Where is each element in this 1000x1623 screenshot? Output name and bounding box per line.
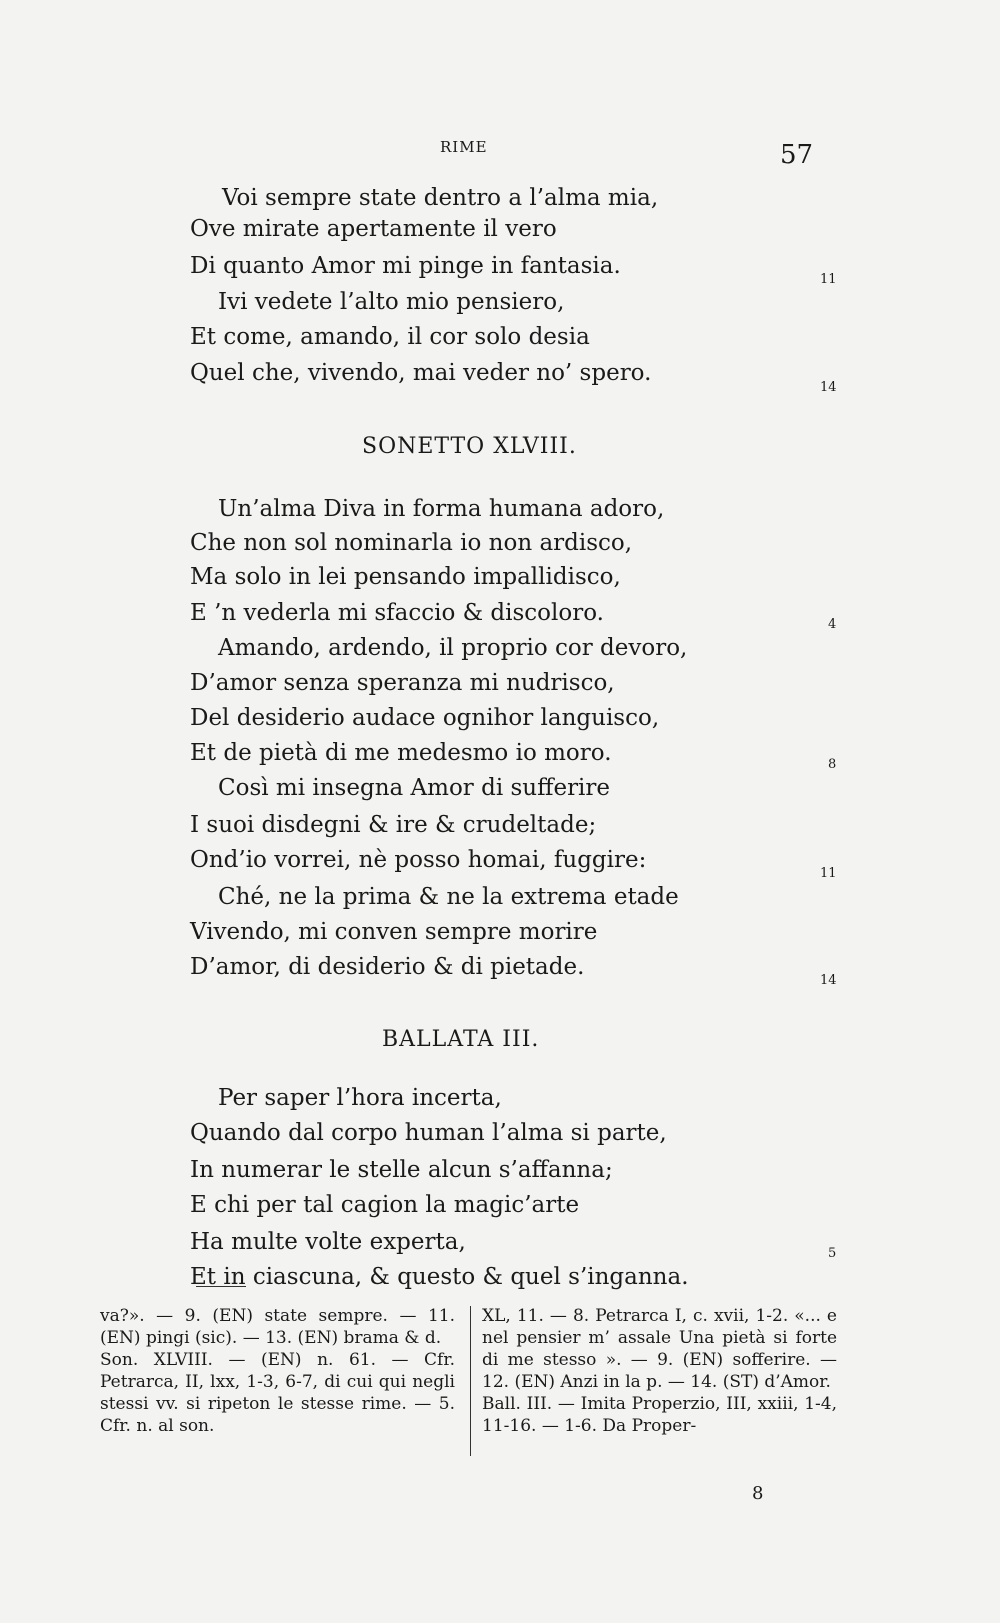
verse-line: Per saper l’hora incerta, (218, 1085, 502, 1111)
verse-line: I suoi disdegni & ire & crudeltade; (190, 812, 597, 838)
verse-line: Quando dal corpo human l’alma si parte, (190, 1120, 667, 1146)
verse-line: Ché, ne la prima & ne la extrema etade (218, 884, 679, 910)
verse-line: Che non sol nominarla io non ardisco, (190, 530, 633, 556)
line-number: 11 (820, 866, 837, 881)
verse-line: E ’n vederla mi sfaccio & discoloro. (190, 600, 604, 626)
line-number: 14 (820, 380, 837, 395)
verse-line: Quel che, vivendo, mai veder no’ spero. (190, 360, 652, 386)
verse-line: Così mi insegna Amor di sufferire (218, 775, 611, 801)
verse-line: In numerar le stelle alcun s’affanna; (190, 1157, 613, 1183)
verse-line: Del desiderio audace ognihor languisco, (190, 705, 660, 731)
line-number: 8 (828, 757, 837, 772)
verse-line: Ha multe volte experta, (190, 1229, 466, 1255)
verse-line: Ond’io vorrei, nè posso homai, fuggire: (190, 847, 647, 873)
verse-line: D’amor, di desiderio & di pietade. (190, 954, 585, 980)
column-divider (470, 1306, 471, 1456)
verse-line: Ma solo in lei pensando impallidisco, (190, 564, 621, 590)
verse-line: Et de pietà di me medesmo io moro. (190, 740, 612, 766)
line-number: 4 (828, 617, 837, 632)
signature-mark: 8 (752, 1483, 764, 1504)
footnote-rule (196, 1286, 246, 1287)
footnote: va?». — 9. (EN) state sempre. — 11. (EN) pingi (sic). — 13. (EN) brama & d. (100, 1306, 455, 1348)
verse-line: Et come, amando, il cor solo desia (190, 324, 590, 350)
line-number: 14 (820, 973, 837, 988)
verse-line: D’amor senza speranza mi nudrisco, (190, 670, 615, 696)
verse-line: Un’alma Diva in forma humana adoro, (218, 496, 665, 522)
footnotes-left-column (100, 1305, 455, 1437)
verse-line: Voi sempre state dentro a l’alma mia, (222, 185, 659, 211)
section-heading: BALLATA III. (382, 1027, 540, 1052)
footnote: XL, 11. — 8. Petrarca I, c. xvii, 1-2. «... e nel pensier m’ assale Una pietà si forte di me stesso ». — 9. (EN) sofferire. — 12. (EN) Anzi in la p. — 14. (ST) d’Amor. (482, 1306, 837, 1392)
verse-line: Ivi vedete l’alto mio pensiero, (218, 289, 565, 315)
verse-line: Vivendo, mi conven sempre morire (190, 919, 598, 945)
section-heading: SONETTO XLVIII. (362, 434, 577, 459)
verse-line: Et in ciascuna, & questo & quel s’inganna. (190, 1264, 689, 1290)
line-number: 5 (828, 1246, 837, 1261)
running-title: RIME (440, 138, 488, 156)
line-number: 11 (820, 272, 837, 287)
footnotes-right-column (482, 1305, 837, 1437)
footnote: Son. XLVIII. — (EN) n. 61. — Cfr. Petrarca, II, lxx, 1-3, 6-7, di cui qui negli stessi vv. si ripeton le stesse rime. — 5. Cfr. n. al son. (100, 1350, 455, 1436)
verse-line: Ove mirate apertamente il vero (190, 216, 557, 242)
verse-line: Di quanto Amor mi pinge in fantasia. (190, 253, 621, 279)
footnote: Ball. III. — Imita Properzio, III, xxiii, 1-4, 11-16. — 1-6. Da Proper- (482, 1394, 837, 1436)
verse-line: E chi per tal cagion la magic’arte (190, 1192, 580, 1218)
verse-line: Amando, ardendo, il proprio cor devoro, (218, 635, 688, 661)
page-number: 57 (780, 140, 814, 170)
